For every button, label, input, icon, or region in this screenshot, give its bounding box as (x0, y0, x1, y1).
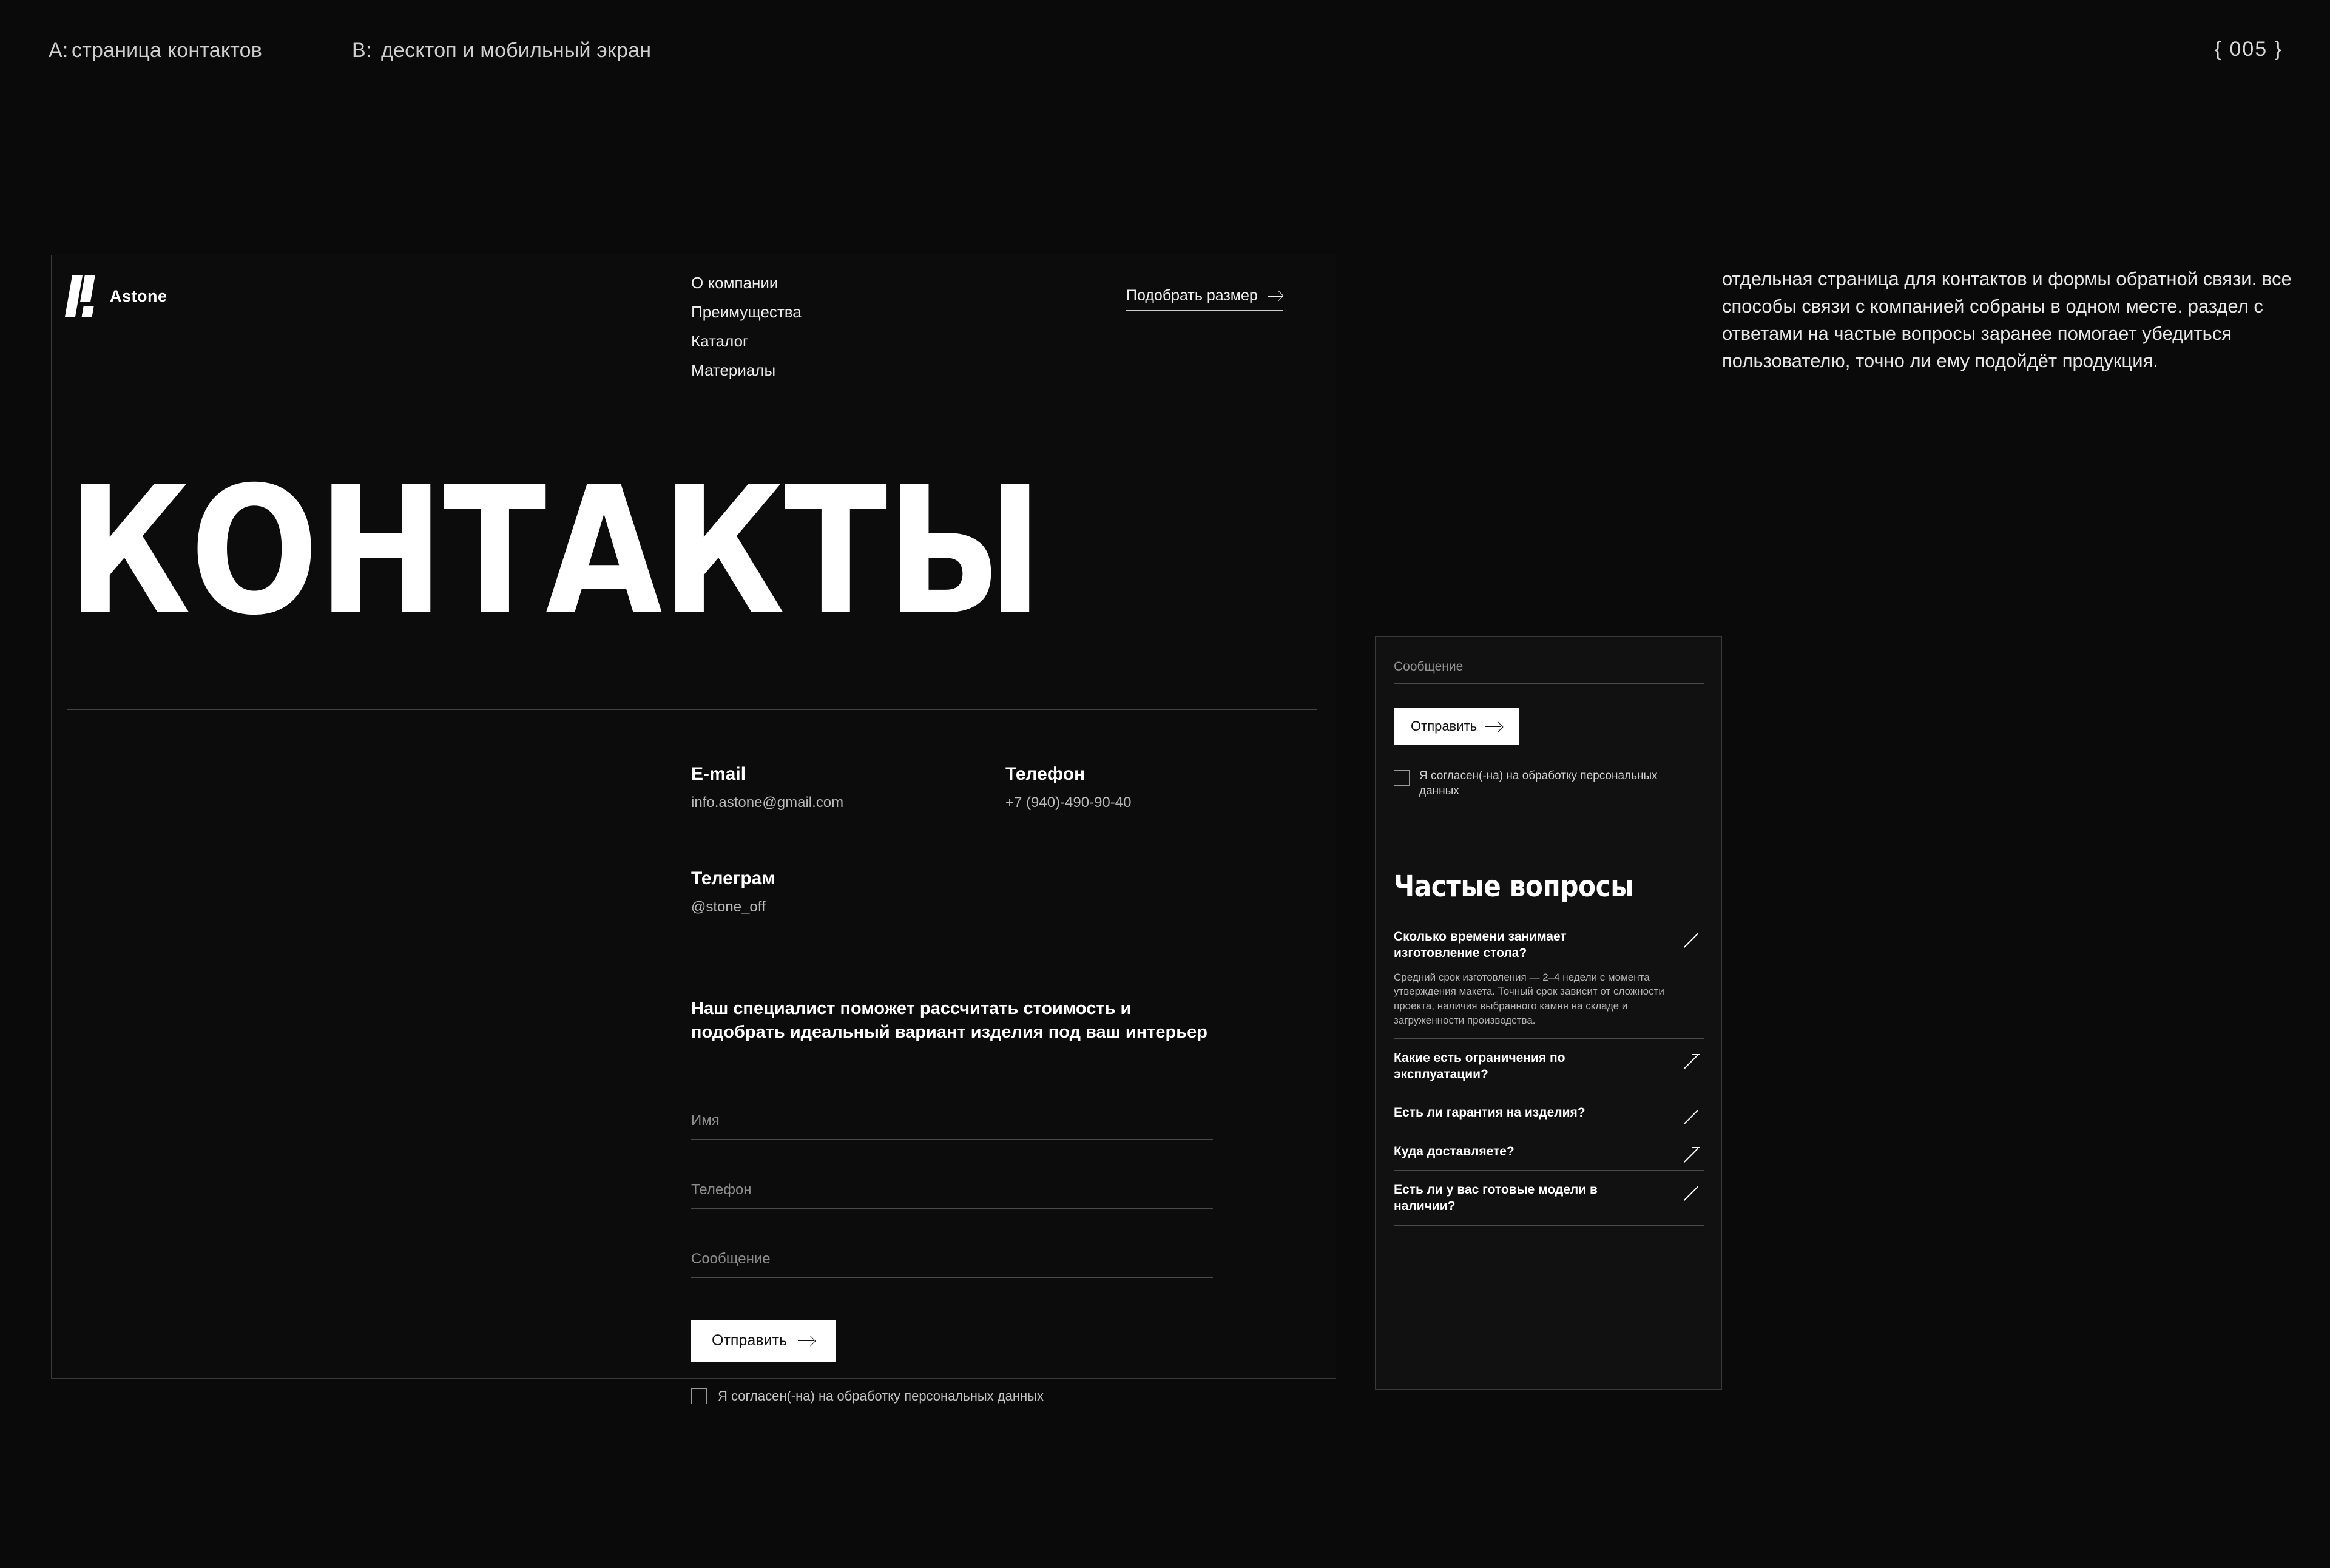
page-title: КОНТАКТЫ (67, 450, 1042, 654)
specialist-pitch: Наш специалист поможет рассчитать стоимость и подобрать идеальный вариант изделия под ваш интерьер (691, 999, 1207, 1043)
arrow-right-icon (1485, 722, 1502, 731)
contact-form (691, 1112, 1213, 1405)
desktop-mockup (51, 255, 1336, 1404)
slide-annotation-bar (0, 0, 2330, 109)
email-label: E-mail (691, 764, 746, 784)
nav-item-catalog[interactable]: Каталог (691, 332, 749, 350)
annotation-tag-a: A: (49, 39, 69, 62)
faq-item[interactable] (1394, 1038, 1704, 1093)
mobile-message-input[interactable]: Сообщение (1394, 660, 1704, 684)
arrow-right-icon (1268, 288, 1283, 304)
annotation-value-b: десктоп и мобильный экран (381, 39, 652, 62)
mobile-mockup (1375, 636, 1722, 1390)
name-input[interactable]: Имя (691, 1112, 1213, 1140)
email-value[interactable]: info.astone@gmail.com (691, 794, 844, 811)
annotation-tag-b: B: (352, 39, 372, 62)
telegram-value[interactable]: @stone_off (691, 899, 766, 915)
contact-phone (1005, 764, 1131, 811)
site-logo[interactable] (69, 275, 167, 317)
mobile-consent-label: Я согласен(-на) на обработку персональных данных (1419, 769, 1658, 797)
nav-item-advantages[interactable]: Преимущества (691, 303, 802, 321)
faq-item[interactable] (1394, 1170, 1704, 1226)
mobile-submit-button[interactable] (1394, 708, 1519, 745)
message-input[interactable]: Сообщение (691, 1251, 1213, 1278)
logo-mark-icon (69, 275, 101, 317)
slide-description: отдельная страница для контактов и формы обратной связи. все способы связи с компанией собраны в одном месте. раздел с ответами на частые вопросы заранее помогает убедиться пользователю, точно ли ему подойдёт продукция. (1722, 268, 2292, 371)
slide-page-number: { 005 } (2214, 38, 2283, 61)
faq-question: Какие есть ограничения по эксплуатации? (1394, 1050, 1565, 1082)
submit-label: Отправить (712, 1332, 787, 1349)
consent-checkbox[interactable] (691, 1388, 707, 1404)
arrow-up-right-icon[interactable] (1683, 1147, 1701, 1165)
faq-item[interactable] (1394, 1132, 1704, 1170)
arrow-up-right-icon[interactable] (1683, 1185, 1701, 1203)
arrow-up-right-icon[interactable] (1683, 932, 1701, 950)
telegram-label: Телеграм (691, 868, 775, 888)
faq-question: Есть ли гарантия на изделия? (1394, 1106, 1585, 1120)
consent-label: Я согласен(-на) на обработку персональных данных (718, 1388, 1044, 1404)
pick-size-label: Подобрать размер (1126, 287, 1258, 304)
annotation-value-a: страница контактов (72, 39, 263, 62)
mobile-submit-label: Отправить (1411, 718, 1477, 734)
faq-list (1394, 917, 1704, 1226)
faq-question: Куда доставляете? (1394, 1144, 1514, 1158)
phone-value[interactable]: +7 (940)-490-90-40 (1005, 794, 1132, 811)
phone-input[interactable]: Телефон (691, 1181, 1213, 1209)
nav-item-about[interactable]: О компании (691, 274, 778, 292)
arrow-up-right-icon[interactable] (1683, 1108, 1701, 1126)
faq-question: Сколько времени занимает изготовление стола? (1394, 930, 1567, 961)
faq-question: Есть ли у вас готовые модели в наличии? (1394, 1182, 1598, 1214)
submit-button[interactable] (691, 1320, 836, 1362)
contact-telegram (691, 868, 775, 916)
arrow-up-right-icon[interactable] (1683, 1053, 1701, 1072)
faq-answer: Средний срок изготовления — 2–4 недели с момента утверждения макета. Точный срок зависит от сложности проекта, наличия выбранного камня на складе и загруженности производства. (1394, 971, 1664, 1026)
arrow-right-icon (798, 1337, 815, 1345)
phone-label: Телефон (1005, 764, 1086, 784)
hero-divider (67, 709, 1317, 710)
contact-email (691, 764, 843, 811)
mobile-consent-row (1394, 769, 1679, 799)
mobile-consent-checkbox[interactable] (1394, 770, 1410, 786)
pick-size-button[interactable] (1126, 287, 1283, 311)
nav-item-materials[interactable]: Материалы (691, 361, 776, 379)
faq-item[interactable] (1394, 917, 1704, 1038)
site-nav (691, 274, 802, 390)
consent-row (691, 1387, 1213, 1405)
faq-item[interactable] (1394, 1093, 1704, 1131)
logo-text: Astone (110, 286, 167, 305)
faq-title: Частые вопросы (1394, 870, 1633, 904)
